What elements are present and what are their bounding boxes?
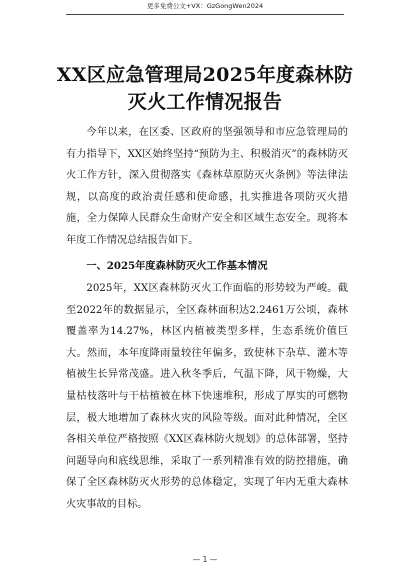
page-number: — 1 — <box>192 555 218 564</box>
document-title: XX区应急管理局2025年度森林防灭火工作情况报告 <box>56 64 354 113</box>
header-note: 更多免费公文+VX：GzGongWen2024 <box>146 2 264 10</box>
section-1-heading: 一、2025年度森林防灭火工作基本情况 <box>86 260 268 272</box>
intro-paragraph: 今年以来，在区委、区政府的坚强领导和市应急管理局的有力指导下，XX区始终坚持“预防为主、积极消灭”的森林防灭火工作方针，深入贯彻落实《森林草原防灭火条例》等法律法规，以高度的政治责任感和使命感，扎实推进各项防灭火措施，全力保障人民群众生命财产安全和区域生态安全。现将本年度工作情况总结报告如下。 <box>66 127 348 246</box>
section-1-paragraph: 2025年，XX区森林防灭火工作面临的形势较为严峻。截至2022年的数据显示，全区森林面积达2.2461万公顷，森林覆盖率为14.27%，林区内植被类型多样，生态系统价值巨大。然而，本年度降雨量较往年偏多，致使林下杂草、灌木等植被生长异常茂盛。进入秋冬季后，气温下降，风干物燥，大量枯枝落叶与干枯植被在林下快速堆积，形成了厚实的可燃物层，极大地增加了森林火灾的风险等级。面对此种情况，全区各相关单位严格按照《XX区森林防火规划》的总体部署，坚持问题导向和底线思维，采取了一系列精准有效的防控措施，确保了全区森林防灭火形势的总体稳定，实现了年内无重大森林火灾事故的目标。 <box>66 283 348 510</box>
header-divider <box>66 14 344 15</box>
